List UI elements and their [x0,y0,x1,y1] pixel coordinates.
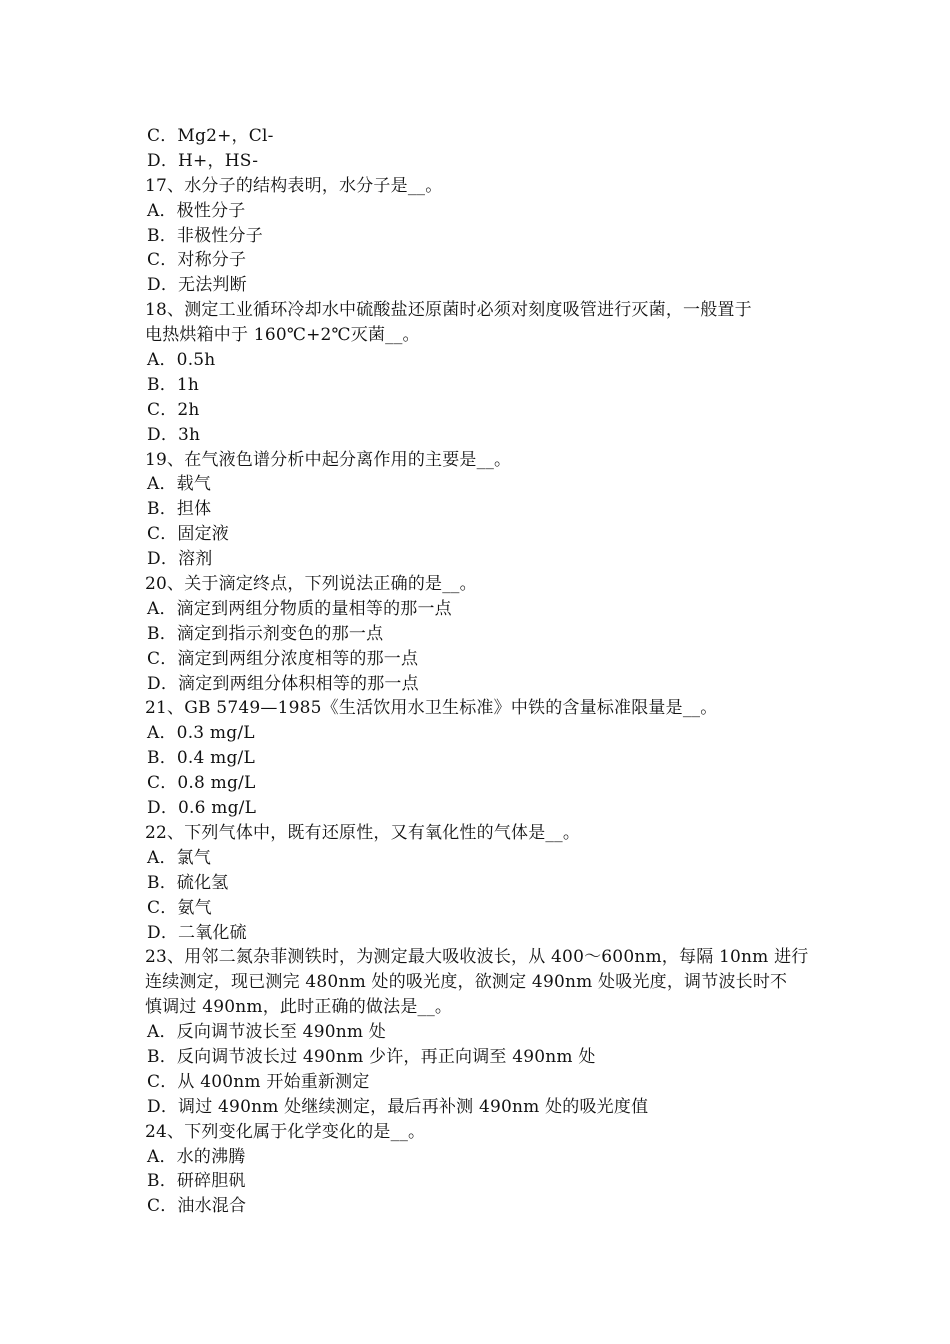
question-text: 23、用邻二氮杂菲测铁时，为测定最大吸收波长，从 400～600nm，每隔 10nm 进行 [145,947,809,968]
question-text: 21、GB 5749—1985《生活饮用水卫生标准》中铁的含量标准限量是__。 [145,698,718,719]
answer-option: C．固定液 [147,524,230,545]
answer-option: B．研碎胆矾 [147,1171,246,1192]
answer-option: D．调过 490nm 处继续测定，最后再补测 490nm 处的吸光度值 [147,1096,649,1117]
question-text: 18、测定工业循环冷却水中硫酸盐还原菌时必须对刻度吸管进行灭菌，一般置于 [145,300,752,321]
answer-option: B．滴定到指示剂变色的那一点 [147,623,384,644]
answer-option: A．0.5h [147,350,216,371]
answer-option: B．非极性分子 [147,225,263,246]
answer-option: D．0.6 mg/L [147,798,257,819]
answer-option: B．反向调节波长过 490nm 少许，再正向调至 490nm 处 [147,1046,596,1067]
question-text: 连续测定，现已测完 480nm 处的吸光度，欲测定 490nm 处吸光度，调节波长时不 [145,972,788,993]
answer-option: D．溶剂 [147,549,213,570]
answer-option: A．滴定到两组分物质的量相等的那一点 [147,598,452,619]
answer-option: C．Mg2+，Cl- [147,126,274,146]
answer-option: D．3h [147,424,201,445]
answer-option: B．1h [147,374,200,395]
answer-option: B．0.4 mg/L [147,748,255,769]
answer-option: A．0.3 mg/L [147,723,255,744]
answer-option: A．水的沸腾 [147,1146,246,1167]
answer-option: D．无法判断 [147,275,247,296]
answer-option: C．从 400nm 开始重新测定 [147,1071,370,1092]
question-text: 22、下列气体中，既有还原性，又有氧化性的气体是__。 [145,822,581,843]
document-page [145,124,810,1219]
question-text: 24、下列变化属于化学变化的是__。 [145,1121,426,1142]
answer-option: B．担体 [147,499,212,520]
question-text: 19、在气液色谱分析中起分离作用的主要是__。 [145,449,512,470]
answer-option: C．2h [147,399,200,420]
answer-option: C．氨气 [147,897,212,918]
answer-option: C．油水混合 [147,1196,247,1217]
question-text: 慎调过 490nm，此时正确的做法是__。 [145,997,453,1018]
question-text: 17、水分子的结构表明，水分子是__。 [145,175,443,196]
question-text: 20、关于滴定终点，下列说法正确的是__。 [145,574,477,595]
answer-option: A．反向调节波长至 490nm 处 [147,1022,387,1043]
question-text: 电热烘箱中于 160℃+2℃灭菌__。 [145,325,420,346]
answer-option: B．硫化氢 [147,872,229,893]
answer-option: A．极性分子 [147,200,246,221]
answer-option: C．滴定到两组分浓度相等的那一点 [147,648,419,669]
answer-option: C．对称分子 [147,250,247,271]
answer-option: D．滴定到两组分体积相等的那一点 [147,673,419,694]
answer-option: D．二氧化硫 [147,922,247,943]
answer-option: D．H+，HS- [147,150,259,171]
answer-option: C．0.8 mg/L [147,773,256,794]
answer-option: A．载气 [147,474,212,495]
answer-option: A．氯气 [147,847,212,868]
